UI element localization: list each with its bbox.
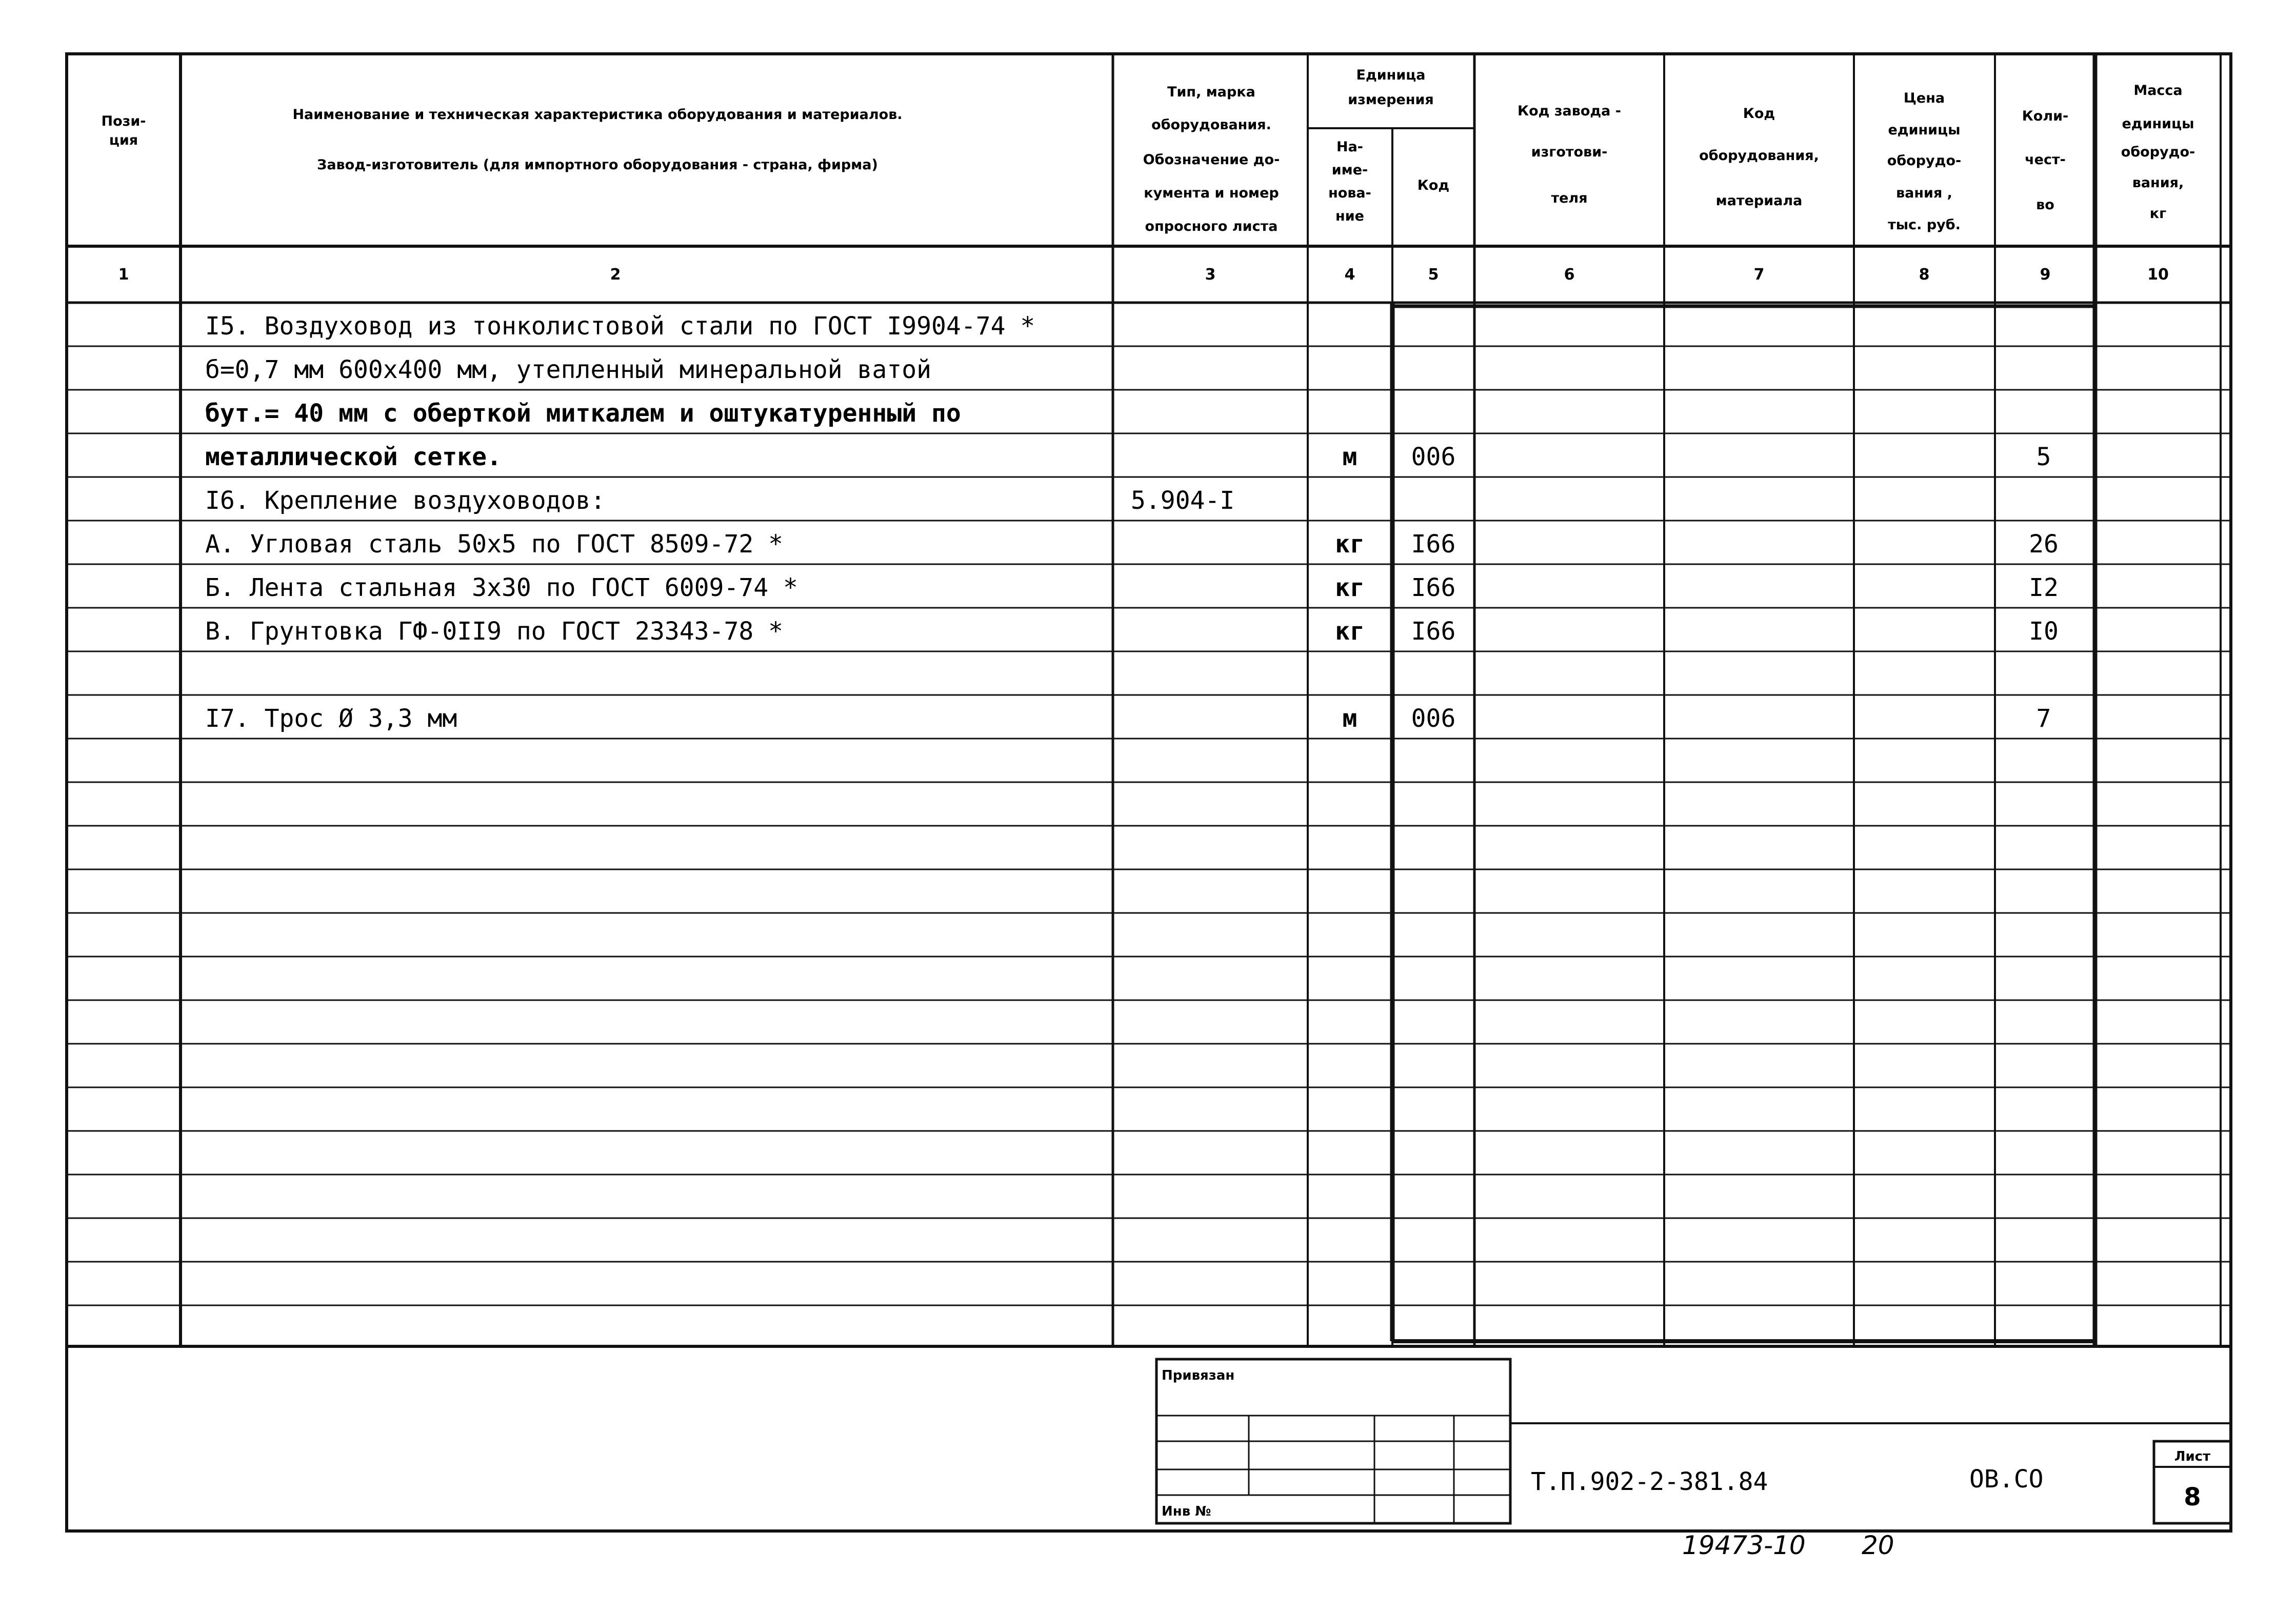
header-col4-line4: ние	[1335, 208, 1364, 224]
header-col5: Код	[1417, 177, 1450, 193]
table-row	[205, 704, 2051, 733]
row-desc: Б. Лента стальная 3х30 по ГОСТ 6009-74 *	[205, 573, 798, 602]
row-qty: I0	[2029, 617, 2059, 646]
row-desc: I6. Крепление воздуховодов:	[205, 486, 606, 515]
sheet-label: Лист	[2174, 1449, 2211, 1464]
svg-text:ция	[109, 132, 138, 148]
document-code: Т.П.902-2-381.84	[1531, 1467, 1768, 1496]
row-desc: металлической сетке.	[205, 443, 502, 471]
outer-frame	[67, 54, 2231, 1531]
row-code: I66	[1411, 530, 1456, 559]
title-block	[1156, 1359, 2231, 1523]
table-row	[205, 486, 1234, 515]
row-unit: кг	[1335, 573, 1365, 602]
header-col8-line4: вания ,	[1896, 185, 1952, 201]
column-number-6: 6	[1564, 266, 1575, 284]
handwritten-page-number: 20	[1862, 1530, 1894, 1560]
header-col10-line1: Масса	[2133, 83, 2183, 98]
header-col2-line2: Завод-изготовитель (для импортного оборудования - страна, фирма)	[317, 157, 878, 173]
table-body	[205, 312, 2059, 733]
header-col10-line2: единицы	[2122, 116, 2194, 132]
table-row	[205, 312, 1035, 341]
header-col3-line2: оборудования.	[1151, 117, 1271, 133]
column-numbers-row	[118, 266, 2169, 284]
table-row	[205, 355, 931, 384]
table-row	[205, 443, 2051, 471]
header-col7-line2: оборудования,	[1699, 148, 1819, 164]
header-col7-line3: материала	[1715, 193, 1803, 209]
header-col3-line5: опросного листа	[1145, 218, 1278, 234]
row-qty: 5	[2036, 443, 2051, 471]
column-number-10: 10	[2147, 266, 2169, 284]
row-desc: б=0,7 мм 600х400 мм, утепленный минеральной ватой	[205, 355, 932, 384]
column-number-1: 1	[118, 266, 129, 284]
row-desc: I5. Воздуховод из тонколистовой стали по ГОСТ I9904-74 *	[205, 312, 1035, 341]
header-col10-line5: кг	[2149, 206, 2167, 222]
header-col6-line3: теля	[1551, 190, 1588, 206]
header-col10-line3: оборудо-	[2121, 144, 2195, 160]
header-col6-line1: Код завода -	[1518, 103, 1621, 119]
header-col7-line1: Код	[1743, 106, 1775, 122]
row-unit: м	[1342, 704, 1357, 733]
header-col2-line1: Наименование и техническая характеристика оборудования и материалов.	[292, 107, 903, 123]
table-row	[205, 399, 961, 428]
row-qty: 7	[2036, 704, 2051, 733]
row-code: I66	[1411, 617, 1456, 646]
header-col4-line2: име-	[1331, 162, 1368, 178]
row-code: I66	[1411, 573, 1456, 602]
header-col9-line1: Коли-	[2022, 108, 2069, 124]
svg-text:Пози-	[102, 113, 146, 129]
inv-no-label: Инв №	[1162, 1504, 1211, 1519]
column-number-7: 7	[1753, 266, 1765, 284]
column-number-5: 5	[1428, 266, 1439, 284]
row-code: 006	[1411, 443, 1456, 471]
handwritten-archive-number: 19473-10	[1682, 1530, 1806, 1560]
header-col3-line1: Тип, марка	[1167, 84, 1255, 100]
row-desc: А. Угловая сталь 50х5 по ГОСТ 8509-72 *	[205, 530, 784, 559]
row-unit: м	[1342, 443, 1357, 471]
row-qty: 26	[2029, 530, 2059, 559]
header-col8-line1: Цена	[1903, 90, 1945, 106]
header-unit-group-line2: измерения	[1348, 92, 1434, 108]
header-col9-line3: во	[2036, 197, 2054, 213]
row-type: 5.904-I	[1131, 486, 1235, 515]
column-number-3: 3	[1205, 266, 1216, 284]
header-col3-line4: кумента и номер	[1144, 185, 1279, 201]
header-col8-line2: единицы	[1888, 122, 1961, 138]
section-code: ОВ.СО	[1969, 1465, 2044, 1494]
header-unit-group-line1: Единица	[1356, 67, 1426, 83]
header-col10-line4: вания,	[2132, 175, 2184, 191]
table-row	[205, 617, 2059, 646]
row-qty: I2	[2029, 573, 2059, 602]
row-desc: бут.= 40 мм с оберткой миткалем и оштукатуренный по	[205, 399, 961, 428]
column-number-4: 4	[1344, 266, 1355, 284]
header-col1-line1: Пози-	[101, 113, 146, 129]
header-col4-line1: На-	[1336, 139, 1364, 155]
sheet-number: 8	[2184, 1483, 2201, 1511]
row-unit: кг	[1335, 617, 1365, 646]
table-row	[205, 530, 2059, 559]
row-desc: I7. Трос Ø 3,3 мм	[205, 704, 457, 733]
table-header	[102, 67, 2195, 234]
row-unit: кг	[1335, 530, 1365, 559]
header-col4-line3: нова-	[1328, 185, 1371, 201]
column-number-9: 9	[2040, 266, 2051, 284]
column-number-2: 2	[610, 266, 621, 284]
row-desc: В. Грунтовка ГФ-0II9 по ГОСТ 23343-78 *	[205, 617, 784, 646]
table-row	[205, 573, 2059, 602]
header-col8-line3: оборудо-	[1887, 153, 1962, 169]
header-col1-line2: ция	[109, 132, 138, 148]
column-number-8: 8	[1919, 266, 1930, 284]
header-col9-line2: чест-	[2025, 152, 2066, 168]
header-col3-line3: Обозначение до-	[1143, 152, 1280, 168]
header-col6-line2: изготови-	[1531, 144, 1608, 160]
row-code: 006	[1411, 704, 1456, 733]
privyazan-label: Привязан	[1162, 1368, 1235, 1383]
header-col8-line5: тыс. руб.	[1888, 217, 1961, 233]
